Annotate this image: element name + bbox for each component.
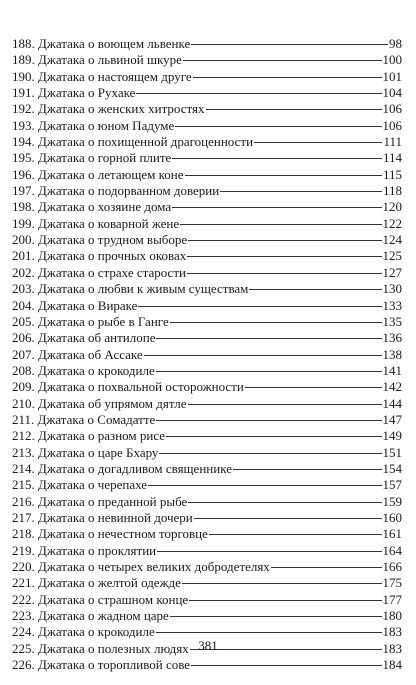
toc-leader-line (206, 109, 382, 110)
toc-entry-title: 211. Джатака о Сомадатте (12, 411, 156, 427)
toc-entry (12, 543, 402, 559)
toc-entry (12, 396, 402, 412)
toc-entry-page: 101 (382, 68, 402, 84)
toc-entry-page: 122 (382, 215, 402, 231)
toc-entry-page: 111 (383, 134, 402, 150)
toc-entry-title: 207. Джатака об Ассаке (12, 346, 143, 362)
toc-entry-page: 115 (382, 166, 402, 182)
toc-entry-title: 218. Джатака о нечестном торговце (12, 526, 208, 542)
toc-entry-title: 217. Джатака о невинной дочери (12, 509, 193, 525)
toc-entry-title: 194. Джатака о похищенной драгоценности (12, 134, 254, 150)
toc-entry-page: 114 (382, 150, 402, 166)
toc-entry (12, 461, 402, 477)
toc-entry (12, 477, 402, 493)
toc-entry (12, 69, 402, 85)
toc-leader-line (180, 224, 381, 225)
toc-entry-title: 196. Джатака о летающем коне (12, 166, 184, 182)
toc-leader-line (170, 616, 382, 617)
toc-entry-title: 209. Джатака о похвальной осторожности (12, 379, 244, 395)
toc-entry-title: 224. Джатака о крокодиле (12, 624, 155, 640)
toc-leader-line (193, 77, 382, 78)
toc-leader-line (156, 420, 381, 421)
table-of-contents (12, 36, 402, 673)
toc-entry (12, 281, 402, 297)
toc-leader-line (156, 371, 382, 372)
toc-entry (12, 379, 402, 395)
toc-entry-title: 220. Джатака о четырех великих добродетелях (12, 559, 270, 574)
toc-entry (12, 657, 402, 673)
toc-leader-line (136, 93, 381, 94)
toc-entry-title: 190. Джатака о настоящем друге (12, 68, 192, 84)
toc-entry (12, 232, 402, 248)
toc-entry-title: 225. Джатака о полезных людях (12, 640, 189, 656)
toc-entry-page: 120 (382, 199, 402, 215)
toc-leader-line (191, 44, 388, 45)
toc-entry-page: 136 (382, 330, 402, 346)
toc-entry (12, 85, 402, 101)
toc-leader-line (194, 518, 382, 519)
toc-entry-page: 138 (382, 346, 402, 362)
toc-entry (12, 248, 402, 264)
page-number: 381 (198, 638, 218, 653)
toc-entry-title: 216. Джатака о преданной рыбе (12, 493, 188, 509)
toc-leader-line (166, 436, 381, 437)
toc-entry (12, 314, 402, 330)
toc-leader-line (148, 485, 381, 486)
toc-entry-page: 124 (382, 232, 402, 248)
toc-leader-line (144, 355, 382, 356)
toc-entry-title: 192. Джатака о женских хитростях (12, 101, 205, 117)
toc-entry-page: 104 (382, 85, 402, 101)
toc-entry-page: 157 (382, 477, 402, 493)
toc-entry (12, 265, 402, 281)
toc-entry-title: 222. Джатака о страшном конце (12, 591, 189, 607)
toc-entry-page: 180 (382, 608, 402, 624)
toc-leader-line (159, 453, 381, 454)
toc-entry-page: 159 (382, 493, 402, 509)
toc-entry (12, 592, 402, 608)
toc-leader-line (254, 142, 382, 143)
toc-entry-page: 160 (382, 509, 402, 525)
toc-entry-title: 193. Джатака о юном Падуме (12, 117, 175, 133)
toc-entry (12, 167, 402, 183)
toc-leader-line (187, 273, 382, 274)
toc-entry-title: 188. Джатака о воющем львенке (12, 36, 191, 51)
toc-entry-page: 106 (382, 101, 402, 117)
toc-entry-title: 189. Джатака о львиной шкуре (12, 52, 182, 68)
toc-entry-title: 201. Джатака о прочных оковах (12, 248, 187, 264)
toc-entry-title: 210. Джатака об упрямом дятле (12, 395, 187, 411)
toc-leader-line (156, 632, 382, 633)
toc-entry (12, 52, 402, 68)
toc-entry-title: 203. Джатака о любви к живым существам (12, 281, 249, 297)
toc-entry-page: 125 (382, 248, 402, 264)
toc-entry (12, 216, 402, 232)
toc-entry-page: 106 (382, 117, 402, 133)
toc-entry-page: 164 (382, 542, 402, 558)
toc-entry-page: 175 (382, 575, 402, 591)
toc-entry-page: 127 (382, 264, 402, 280)
toc-entry (12, 445, 402, 461)
toc-entry-title: 195. Джатака о горной плите (12, 150, 172, 166)
toc-leader-line (170, 322, 382, 323)
toc-entry-page: 133 (382, 297, 402, 313)
toc-entry-page: 144 (382, 395, 402, 411)
toc-leader-line (157, 551, 381, 552)
toc-leader-line (188, 240, 381, 241)
toc-entry (12, 363, 402, 379)
toc-leader-line (183, 60, 382, 61)
toc-entry (12, 412, 402, 428)
toc-entry-page: 141 (382, 362, 402, 378)
toc-entry-page: 154 (382, 460, 402, 476)
toc-entry-page: 130 (382, 281, 402, 297)
toc-leader-line (245, 387, 382, 388)
toc-entry (12, 150, 402, 166)
toc-entry (12, 330, 402, 346)
toc-leader-line (233, 469, 382, 470)
toc-entry (12, 134, 402, 150)
toc-entry (12, 347, 402, 363)
toc-leader-line (138, 306, 381, 307)
toc-leader-line (209, 534, 382, 535)
toc-entry-title: 202. Джатака о страхе старости (12, 264, 186, 280)
toc-leader-line (189, 600, 381, 601)
toc-entry-title: 197. Джатака о подорванном доверии (12, 183, 220, 199)
toc-entry-title: 198. Джатака о хозяине дома (12, 199, 172, 215)
toc-entry-title: 215. Джатака о черепахе (12, 477, 148, 493)
toc-entry-page: 135 (382, 313, 402, 329)
toc-leader-line (188, 502, 381, 503)
toc-entry-page: 161 (382, 526, 402, 542)
toc-entry (12, 428, 402, 444)
toc-entry-title: 200. Джатака о трудном выборе (12, 232, 188, 248)
toc-entry (12, 608, 402, 624)
toc-entry (12, 575, 402, 591)
toc-leader-line (172, 158, 382, 159)
toc-entry-title: 223. Джатака о жадном царе (12, 608, 169, 624)
toc-entry (12, 101, 402, 117)
toc-entry (12, 199, 402, 215)
toc-leader-line (220, 191, 382, 192)
toc-entry-page: 183 (382, 624, 402, 640)
toc-entry-page: 183 (382, 640, 402, 656)
toc-entry-title: 199. Джатака о коварной жене (12, 215, 180, 231)
toc-entry (12, 118, 402, 134)
toc-entry-title: 219. Джатака о проклятии (12, 542, 157, 558)
toc-entry (12, 298, 402, 314)
toc-entry-page: 98 (389, 36, 402, 51)
toc-leader-line (249, 289, 381, 290)
toc-leader-line (175, 126, 381, 127)
toc-leader-line (182, 583, 382, 584)
toc-entry-page: 149 (382, 428, 402, 444)
toc-entry (12, 559, 402, 575)
toc-entry-page: 166 (382, 559, 402, 574)
toc-entry-title: 226. Джатака о торопливой сове (12, 657, 191, 673)
toc-entry-page: 147 (382, 411, 402, 427)
toc-leader-line (185, 175, 382, 176)
toc-entry (12, 494, 402, 510)
toc-entry (12, 36, 402, 52)
toc-entry-page: 142 (382, 379, 402, 395)
toc-entry-title: 205. Джатака о рыбе в Ганге (12, 313, 169, 329)
toc-entry (12, 183, 402, 199)
toc-entry-title: 206. Джатака об антилопе (12, 330, 156, 346)
toc-entry (12, 510, 402, 526)
toc-leader-line (188, 404, 382, 405)
toc-entry-page: 177 (382, 591, 402, 607)
toc-leader-line (187, 256, 381, 257)
toc-entry-page: 118 (382, 183, 402, 199)
toc-entry-title: 212. Джатака о разном рисе (12, 428, 166, 444)
toc-leader-line (172, 207, 381, 208)
toc-leader-line (156, 338, 381, 339)
toc-entry-title: 208. Джатака о крокодиле (12, 362, 155, 378)
toc-entry-title: 204. Джатака о Вираке (12, 297, 138, 313)
toc-entry-page: 151 (382, 444, 402, 460)
toc-entry-title: 214. Джатака о догадливом священнике (12, 460, 232, 476)
toc-leader-line (271, 567, 382, 568)
toc-entry-page: 100 (382, 52, 402, 68)
toc-leader-line (191, 665, 381, 666)
toc-entry-page: 184 (382, 657, 402, 673)
toc-entry (12, 526, 402, 542)
toc-entry-title: 221. Джатака о желтой одежде (12, 575, 181, 591)
toc-entry-title: 213. Джатака о царе Бхару (12, 444, 159, 460)
toc-entry-title: 191. Джатака о Рухаке (12, 85, 136, 101)
